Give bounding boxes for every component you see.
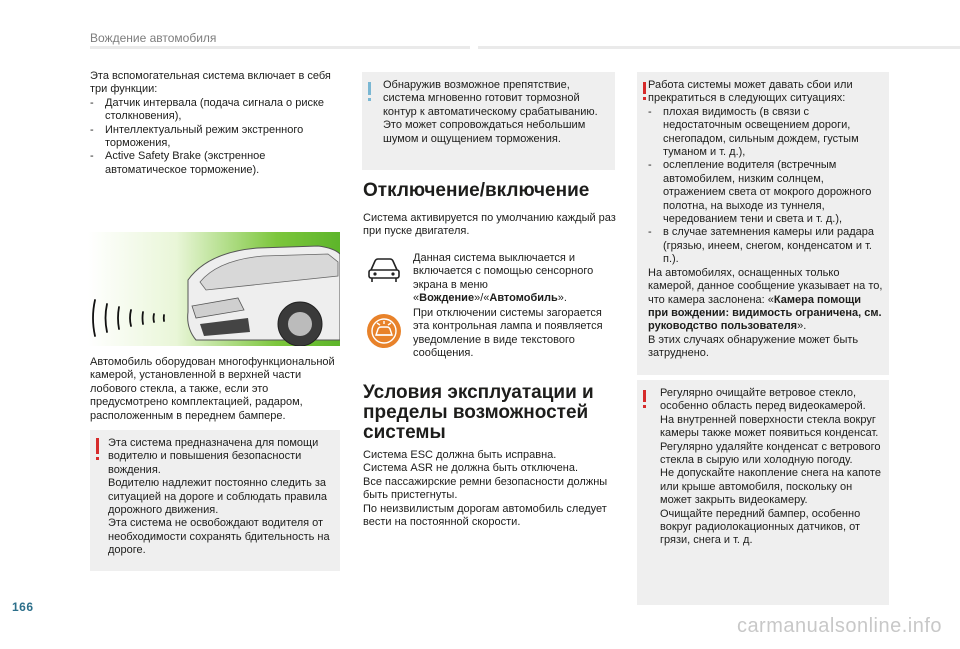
icon1-text [413, 252, 613, 306]
watermark: carmanualsonline.info [736, 615, 942, 637]
icon1-paragraph [413, 252, 613, 306]
warning-last: В этих случаях обнаружение может быть затруднено. [648, 333, 859, 360]
info-bar [368, 82, 371, 95]
warning-bar [643, 82, 646, 94]
list-item: - Интеллектуальный режим экстренного торможения, [90, 124, 336, 151]
warning-text: Водителю надлежит постоянно следить за ситуацией на дороге и соблюдать правила дорожного движения. [108, 477, 328, 517]
camera-message [648, 267, 884, 334]
icon1-text-a: Данная система выключается и включается с помощью сенсорного экрана в меню « [413, 252, 594, 305]
warning-text: Эта система не освобождают водителя от необходимости сохранять бдительность на дороге. [108, 517, 330, 557]
warning-right-2-content [660, 387, 886, 548]
warning-text: Регулярно очищайте ветровое стекло, особенно область перед видеокамерой. [660, 387, 866, 413]
list-item: - Датчик интервала (подача сигнала о риске столкновения), [90, 97, 336, 124]
warning-text: Очищайте передний бампер, особенно вокруг радиолокационных датчиков, от грязи, снега и т. д. [660, 507, 861, 547]
list-item: - Active Safety Brake (экстренное автоматическое торможение). [90, 150, 336, 177]
menu-sep: »/« [474, 292, 490, 305]
list-item-text: Active Safety Brake (экстренное автоматическое торможение). [105, 150, 266, 176]
warning-dot [643, 97, 646, 100]
list-item-text: плохая видимость (в связи с недостаточным освещением дороги, снегопадом, сильным дождем, густым туманом и т. д.), [663, 105, 859, 159]
list-item: - ослепление водителя (встречным автомобилем, низким солнцем, отражением света от мокрого дорожного полотна, на выходе из туннеля, чередованием тени и света и т. д.), [648, 159, 884, 226]
icon2-paragraph: При отключении системы загорается эта контрольная лампа и появляется уведомление в виде текстового сообщения. [413, 307, 603, 360]
condition-line: Система ESC должна быть исправна. [363, 449, 557, 461]
warning-text: Эта система предназначена для помощи водителю и повышения безопасности вождения. [108, 437, 319, 476]
header-title: Вождение автомобиля [90, 31, 217, 45]
header-rule [90, 46, 470, 49]
left-caption [90, 356, 336, 423]
section-para [363, 212, 618, 239]
section-heading-2: Условия эксплуатации и пределы возможностей системы [363, 382, 594, 443]
info-dot [368, 98, 371, 101]
list-item-text: в случае затемнения камеры или радара (грязью, инеем, снегом, конденсатом и т. п.). [663, 226, 874, 266]
condition-line: Все пассажирские ремни безопасности должны быть пристегнуты. [363, 475, 608, 502]
condition-line: Система ASR не должна быть отключена. [363, 462, 579, 475]
header-rule-right [478, 46, 960, 49]
condition-line: По неизвилистым дорогам автомобиль следует вести на постоянной скорости. [363, 502, 607, 529]
page-number: 166 [12, 600, 34, 614]
menu-vehicle: Автомобиль [489, 292, 558, 305]
intro-text: Эта вспомогательная система включает в себя три функции: [90, 70, 331, 96]
warning-content [108, 437, 330, 558]
info-text: Обнаружив возможное препятствие, система мгновенно готовит тормозной контур к автоматическому срабатыванию. Это может сопровождаться небольшим шумом и ощущением торможения. [383, 79, 598, 145]
warning-dot [643, 405, 646, 408]
warning-lamp-icon [366, 313, 402, 349]
camera-message-bold: Камера помощи при вождении: видимость ограничена, см. руководство пользователя [648, 293, 882, 333]
warning-right-1-content [648, 79, 884, 361]
car-icon [366, 256, 402, 284]
menu-driving: Вождение [419, 292, 475, 305]
para-text: Система активируется по умолчанию каждый раз при пуске двигателя. [363, 212, 616, 238]
warning-bar [643, 390, 646, 402]
list-item: - в случае затемнения камеры или радара (грязью, инеем, снегом, конденсатом и т. п.). [648, 226, 884, 266]
list-item-text: Интеллектуальный режим экстренного торможения, [105, 123, 304, 150]
menu-end: ». [557, 292, 567, 305]
list-item: - плохая видимость (в связи с недостаточным освещением дороги, снегопадом, сильным дождем, густым туманом и т. д.), [648, 106, 884, 160]
warning-text: Не допускайте накопление снега на капоте или крыше автомобиля, поскольку он может закрыть видеокамеру. [660, 467, 881, 507]
warning-intro: Работа системы может давать сбои или прекратиться в следующих ситуациях: [648, 79, 853, 105]
car-camera-illustration [88, 232, 340, 346]
info-content [383, 79, 607, 146]
list-item-text: ослепление водителя (встречным автомобилем, низким солнцем, отражением света от мокрого дорожного полотна, на выходе из туннеля, чередованием тени и света и т. д.), [663, 159, 872, 226]
warning-dot [96, 457, 99, 460]
list-item-text: Датчик интервала (подача сигнала о риске столкновения), [105, 96, 325, 123]
section-heading: Отключение/включение [363, 180, 590, 201]
conditions-para [363, 449, 618, 529]
camera-message-a: На автомобилях, оснащенных только камерой, данное сообщение указывает на то, что камера заслонена: « [648, 266, 883, 306]
left-column [90, 70, 336, 177]
warning-bar [96, 438, 99, 454]
icon2-text [413, 307, 613, 361]
warning-text: На внутренней поверхности стекла вокруг камеры также может появиться конденсат. Регулярно удаляйте конденсат с ветрового стекла в сырую или холодную погоду. [660, 413, 881, 467]
camera-message-end: ». [797, 320, 807, 333]
caption-text: Автомобиль оборудован многофункциональной камерой, установленной в верхней части лобового стекла, а также, если это предусмотрено комплектацией, радаром, расположенным в переднем бампере. [90, 356, 335, 422]
